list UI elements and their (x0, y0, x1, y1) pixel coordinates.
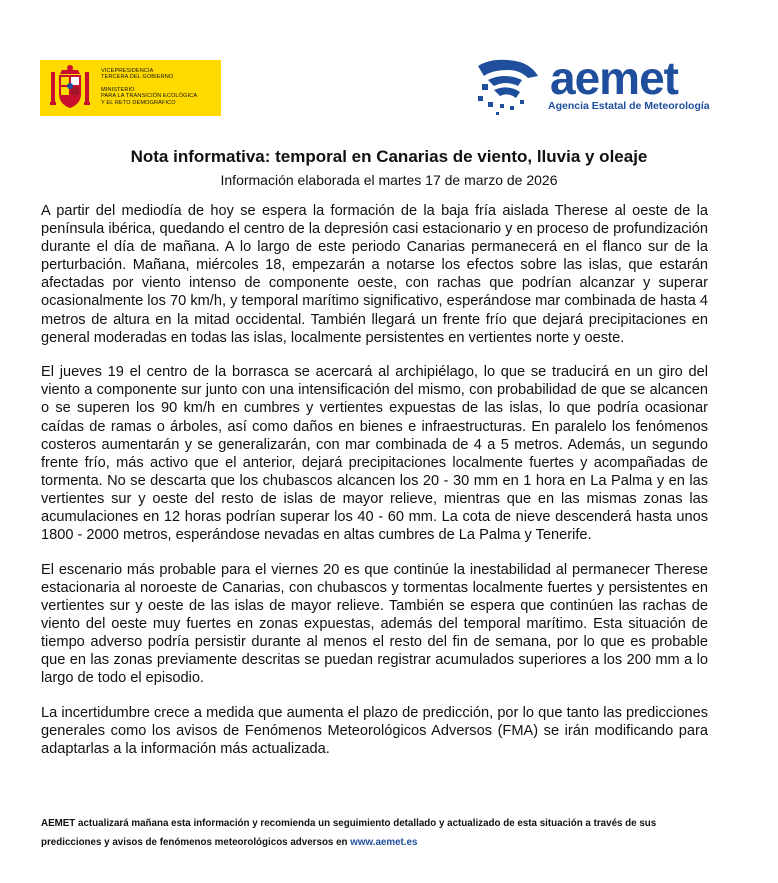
paragraph-3: El escenario más probable para el viernes 20 es que continúe la inestabilidad al permanecer Therese estacionaria al noroeste de Canarias, con chubascos y tormentas localmente fuertes y persistentes en vertientes sur y oeste de las islas de mayor relieve. También se espera que continúen las rachas de viento del oeste muy fuertes en zonas expuestas, además del temporal marítimo. Esta situación de tiempo adverso podría persistir durante al menos el resto del fin de semana, por lo que es probable que en las zonas previamente descritas se puedan registrar acumulados superiores a los 200 mm a lo largo de todo el episodio. (41, 561, 708, 687)
footer-text: AEMET actualizará mañana esta información y recomienda un seguimiento detallado y actualizado de esta situación a través de sus predicciones y avisos de fenómenos meteorológicos adversos en (41, 818, 657, 848)
document-body (41, 202, 708, 775)
aemet-agency-name: Agencia Estatal de Meteorología (548, 100, 710, 112)
paragraph-4: La incertidumbre crece a medida que aumenta el plazo de predicción, por lo que tanto las predicciones generales como los avisos de Fenómenos Meteorológicos Adversos (FMA) se irán modificando para adaptarlas a la información más actualizada. (41, 704, 708, 758)
government-text (101, 68, 197, 106)
footer-note (41, 814, 713, 852)
aemet-globe-icon (474, 56, 548, 120)
aemet-website-link[interactable]: www.aemet.es (350, 837, 418, 848)
document-title: Nota informativa: temporal en Canarias de viento, lluvia y oleaje (130, 147, 648, 166)
gov-line-5: Y EL RETO DEMOGRÁFICO (101, 99, 176, 106)
gov-line-4: PARA LA TRANSICIÓN ECOLÓGICA (101, 93, 198, 100)
document-subtitle: Información elaborada el martes 17 de marzo de 2026 (220, 172, 558, 188)
gov-line-2: TERCERA DEL GOBIERNO (101, 74, 174, 81)
paragraph-2: El jueves 19 el centro de la borrasca se acercará al archipiélago, lo que se traducirá en un giro del viento a componente sur junto con una intensificación del mismo, con probabilidad de que se alcancen o se superen los 90 km/h en cumbres y vertientes expuestas de las islas, lo que podría ocasionar caídas de ramas o árboles, así como daños en bienes e infraestructuras. En paralelo los fenómenos costeros aumentarán y se generalizarán, con mar combinada de 4 a 5 metros. Además, un segundo frente frío, más activo que el anterior, dejará precipitaciones localmente fuertes y acompañadas de tormenta. No se descarta que los chubascos alcancen los 20 - 30 mm en 1 hora en La Palma y en las vertientes sur y oeste del resto de islas de mayor relieve, mientras que en las mismas zonas las acumulaciones en 12 horas podrían superar los 40 - 60 mm. La cota de nieve descenderá hasta unos 1800 - 2000 metros, esperándose nevadas en altas cumbres de La Palma y Tenerife. (41, 364, 708, 544)
gov-line-3: MINISTERIO (101, 86, 135, 93)
gov-line-1: VICEPRESIDENCIA (101, 68, 154, 74)
aemet-logo (474, 52, 710, 120)
aemet-wordmark: aemet (550, 52, 678, 104)
coat-of-arms-icon (48, 64, 92, 112)
government-logo (40, 60, 221, 116)
paragraph-1: A partir del mediodía de hoy se espera la formación de la baja fría aislada Therese al oeste de la península ibérica, quedando el centro de la depresión casi estacionario y en proceso de profundización durante el día de mañana. A lo largo de este periodo Canarias permanecerá en el flanco sur de la perturbación. Mañana, miércoles 18, empezarán a notarse los efectos sobre las islas, que estarán afectadas por viento intenso de componente oeste, con rachas que podrían alcanzar y superar ocasionalmente los 70 km/h, y temporal marítimo significativo, esperándose mar combinada de hasta 4 metros de altura en la mitad occidental. También llegará un frente frío que dejará precipitaciones en general moderadas en todas las islas, localmente persistentes en vertientes norte y oeste. (41, 203, 708, 346)
